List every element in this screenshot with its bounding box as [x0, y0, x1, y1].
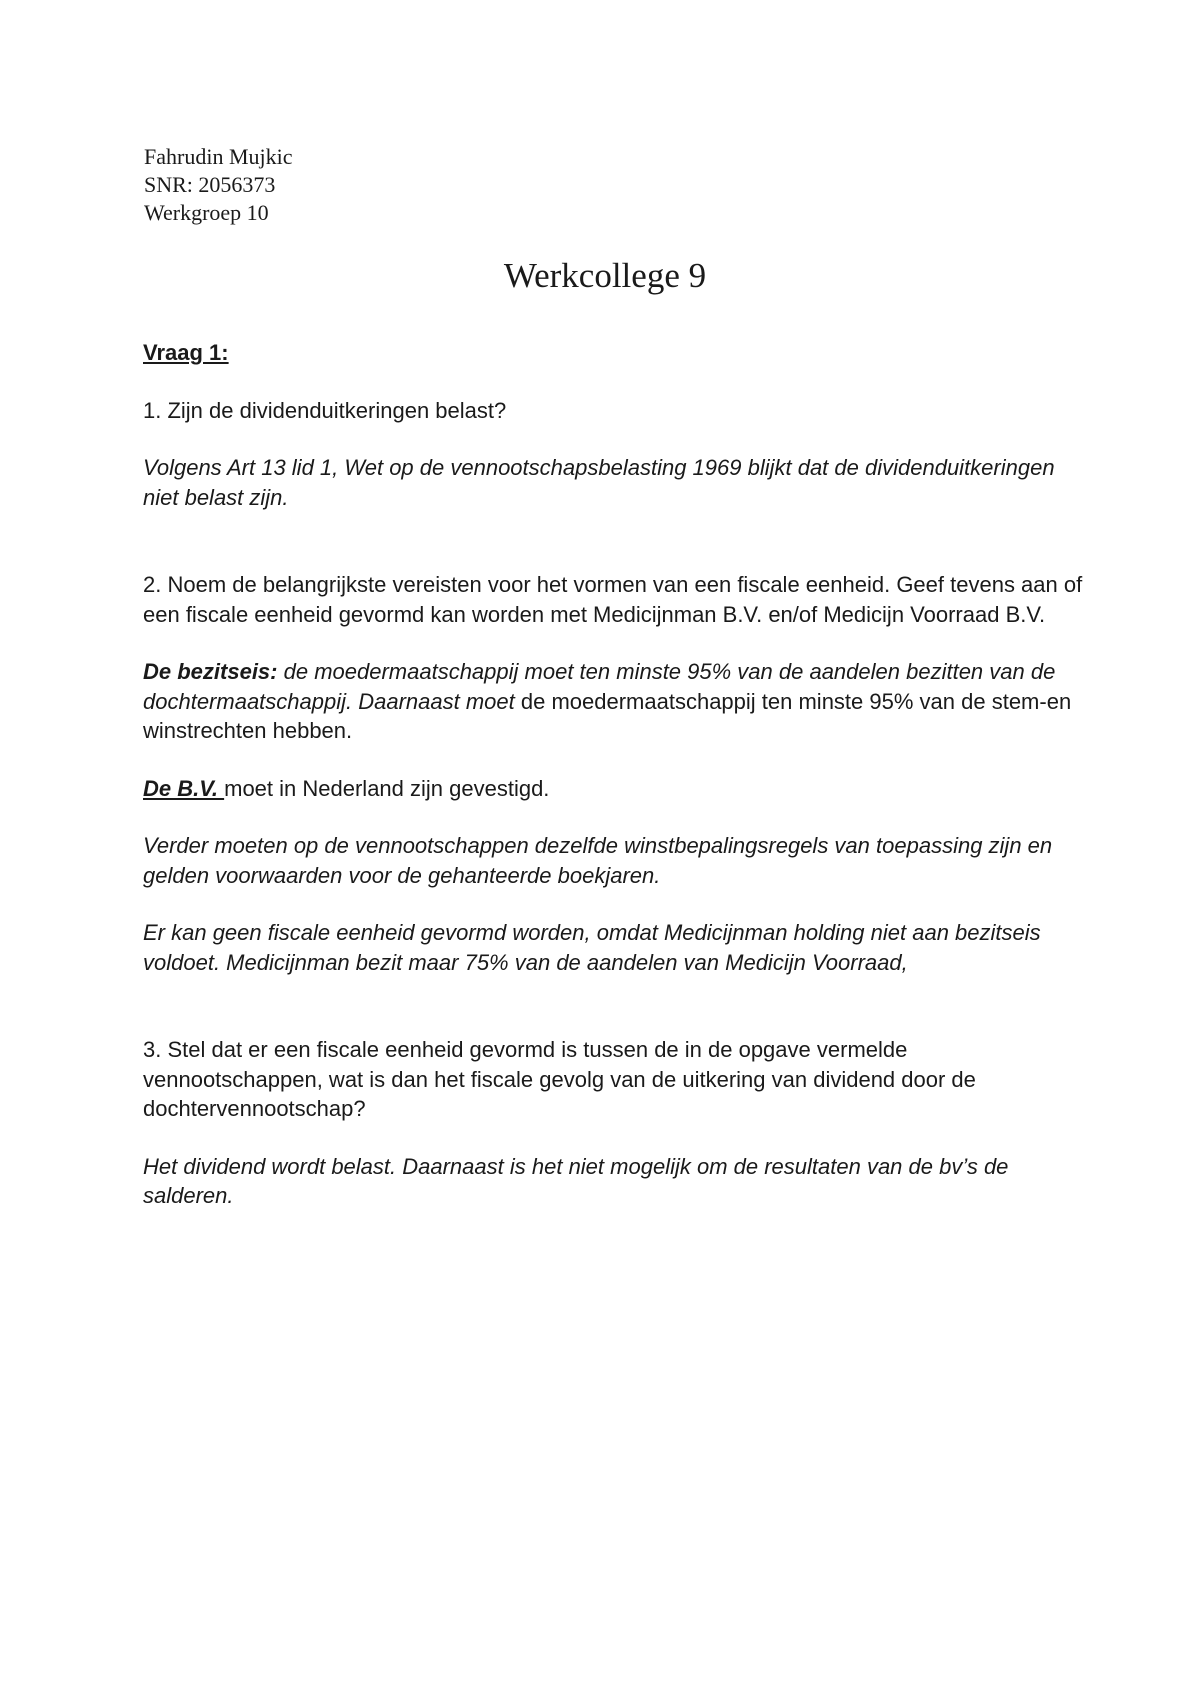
author-name: Fahrudin Mujkic: [144, 144, 293, 169]
document-title: Werkcollege 9: [503, 256, 707, 295]
question-3: 3. Stel dat er een fiscale eenheid gevormd is tussen de in de opgave vermelde vennootschappen, wat is dan het fiscale gevolg van de uitkering van dividend door de dochtervennootschap?: [143, 1037, 976, 1121]
question-1: 1. Zijn de dividenduitkeringen belast?: [143, 397, 507, 423]
answer-2-vestiging: [143, 774, 1083, 804]
answer-2-verder: Verder moeten op de vennootschappen dezelfde winstbepalingsregels van toepassing zijn en gelden voorwaarden voor de gehanteerde boekjaren.: [143, 833, 1053, 888]
bezitseis-label: De bezitseis:: [143, 659, 278, 684]
bv-text: moet in Nederland zijn gevestigd.: [224, 775, 550, 801]
bezitseis-text-normal: de moedermaatschappij ten minste 95% van de stem-en winstrechten hebben.: [143, 688, 1072, 743]
workgroup: Werkgroep 10: [144, 200, 269, 225]
bezitseis-text-italic: de moedermaatschappij moet ten minste 95% van de aandelen bezitten van de dochtermaatschappij. Daarnaast moet: [143, 659, 1056, 714]
answer-2-conclusie: Er kan geen fiscale eenheid gevormd worden, omdat Medicijnman holding niet aan bezitseis voldoet. Medicijnman bezit maar 75% van de aandelen van Medicijn Voorraad,: [143, 920, 1041, 975]
document-body: [143, 338, 1083, 1239]
author-header: [144, 143, 293, 227]
answer-2-bezitseis: [143, 657, 1083, 746]
answer-1: Volgens Art 13 lid 1, Wet op de vennootschapsbelasting 1969 blijkt dat de dividenduitkeringen niet belast zijn.: [143, 455, 1055, 510]
section-heading-vraag-1: Vraag 1:: [143, 340, 229, 365]
question-2: 2. Noem de belangrijkste vereisten voor het vormen van een fiscale eenheid. Geef tevens aan of een fiscale eenheid gevormd kan worden met Medicijnman B.V. en/of Medicijn Voorraad B.V.: [143, 572, 1083, 627]
bv-label: De B.V.: [143, 775, 225, 801]
answer-3: Het dividend wordt belast. Daarnaast is het niet mogelijk om de resultaten van de bv’s de salderen.: [143, 1153, 1009, 1208]
student-number: SNR: 2056373: [144, 172, 276, 197]
